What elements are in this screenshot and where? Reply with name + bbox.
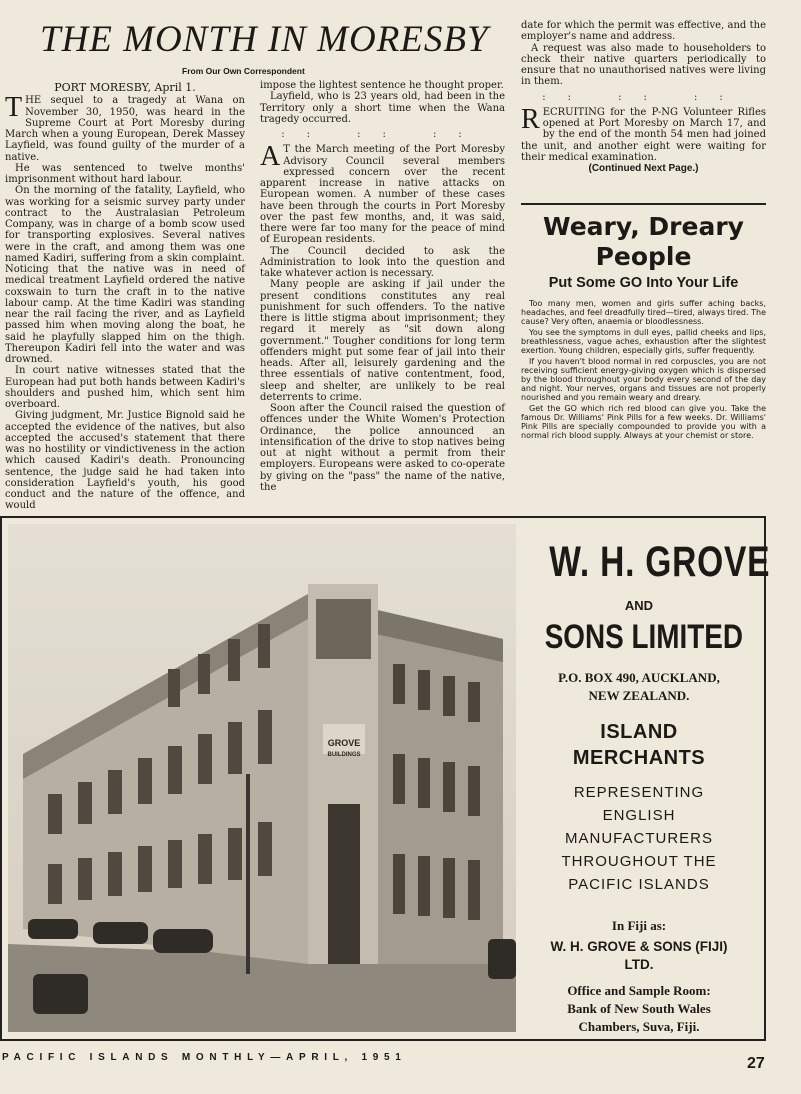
- column-rule: [521, 203, 766, 205]
- article-paragraph: Many people are asking if jail under the present conditions constitutes any real punishment for such offenders. To the native there is little stigma about imprisonment; they regard it merely as "sit down along government." Tougher conditions for long term offenders might put some fear of jail into their heads. After all, leisurely gardening and the three essentials of native contentment, food, sleep and shelter, are unlikely to be real deterrents to crime.: [260, 279, 505, 403]
- company-and: AND: [624, 598, 654, 613]
- address-line-2: NEW ZEALAND.: [588, 688, 690, 703]
- company-sons: SONS LIMITED: [544, 618, 743, 656]
- fiji-company: [524, 938, 754, 974]
- ad-paragraph: If you haven't blood normal in red corpuscles, you are not receiving sufficient energy-giving oxygen which is dispersed by the blood throughout your body every second of the day and night. Your nerves, organs and tissues are not properly nourished and you remain weary and dreary.: [521, 357, 766, 402]
- article-paragraph: Layfield, who is 23 years old, had been in the Territory only a short time when the Wana tragedy occurred.: [260, 91, 505, 125]
- ad-paragraph: Get the GO which rich red blood can give you. Take the famous Dr. Williams' Pink Pills for a few weeks. Dr. Williams' Pink Pills are specially compounded to provide you with a normal rich blood supply. Always at your chemist or store.: [521, 404, 766, 440]
- office-line-1: Office and Sample Room:: [567, 983, 711, 998]
- merchants-line-2: MERCHANTS: [572, 747, 706, 769]
- article-paragraph: Soon after the Council raised the question of offences under the White Women's Protection Ordinance, the police announced an intensification of the drive to stop natives being out at night without a permit from their employers. Europeans were asked to co-operate by giving on the "pass" the name of the native, the: [260, 403, 505, 493]
- fiji-office: [524, 982, 754, 1036]
- photo-sign: GROVE: [327, 738, 361, 748]
- grove-advertisement: [0, 516, 771, 1041]
- page-number: 27: [747, 1055, 765, 1072]
- ad-paragraph: Too many men, women and girls suffer aching backs, headaches, and feel dreadfully tired—tired, always tired. The cause? Very often, anaemia or bloodlessness.: [521, 299, 766, 326]
- article-column-3: [521, 20, 766, 174]
- section-separator: :: :: ::: [542, 91, 745, 103]
- grove-building-photo: [8, 524, 516, 1032]
- drop-cap: R: [521, 103, 540, 135]
- company-name: W. H. GROVE: [549, 538, 771, 586]
- grove-ad-copy: [524, 528, 771, 1036]
- company-address: [524, 669, 754, 705]
- rep-line: REPRESENTING: [573, 784, 705, 801]
- section-separator: :: :: ::: [281, 129, 484, 140]
- article-paragraph: impose the lightest sentence he thought proper.: [260, 80, 504, 91]
- article-paragraph: He was sentenced to twelve months' imprisonment without hard labour.: [5, 162, 245, 185]
- ad-subheadline: Put Some GO Into Your Life: [548, 275, 739, 291]
- pink-pills-advertisement: [521, 212, 766, 516]
- fiji-label: In Fiji as:: [611, 918, 667, 933]
- article-paragraph: A T the March meeting of the Port Moresby Advisory Council several members expressed concern over the recent apparent increase in native attacks on European women. A number of these cases have been through the courts in Port Moresby over the past few months, and, it was said, there were far too many for the peace of mind of European residents.: [260, 141, 505, 246]
- article-column-1: [5, 82, 245, 512]
- continued-note: (Continued Next Page.): [588, 163, 699, 174]
- article-headline: THE MONTH IN MORESBY: [40, 19, 489, 60]
- article-paragraph: On the morning of the fatality, Layfield, who was working for a seismic survey party under contract to the Australasian Petroleum Company, was in charge of a bomb scow used for transporting explosives. Several natives were in the craft, and among them was one named Kadiri, suffering from a skin complaint. Noticing that the native was in need of medical treatment Layfield ordered the native coxswain to turn the craft in to the native labour camp. At the time Kadiri was standing near the rail facing the river, and as Layfield passed him when moving along the boat, he said he playfully slapped him on the thigh. Thereupon Kadiri fell into the water and was drowned.: [5, 185, 245, 365]
- fiji-company-line-2: LTD.: [624, 957, 654, 972]
- article-column-2: [260, 80, 505, 493]
- article-paragraph: THE sequel to a tragedy at Wana on November 30, 1950, was heard in the Supreme Court at Port Moresby during March when a young European, Derek Massey Layfield, was found guilty of the murder of a native.: [5, 92, 245, 163]
- representing-text: [524, 781, 754, 896]
- ad-body: [521, 299, 766, 440]
- office-line-3: Chambers, Suva, Fiji.: [578, 1019, 700, 1034]
- rep-line: PACIFIC ISLANDS: [568, 876, 710, 893]
- rep-line: ENGLISH: [602, 807, 676, 824]
- address-line-1: P.O. BOX 490, AUCKLAND,: [558, 670, 720, 685]
- rep-line: MANUFACTURERS: [564, 830, 713, 847]
- ad-headline-line-1: Weary, Dreary: [543, 212, 744, 241]
- island-merchants: [524, 719, 754, 771]
- article-dateline: PORT MORESBY, April 1.: [54, 81, 196, 94]
- office-line-2: Bank of New South Wales: [567, 1001, 711, 1016]
- ad-headline-line-2: People: [595, 242, 692, 271]
- fiji-company-line-1: W. H. GROVE & SONS (FIJI): [550, 939, 728, 954]
- article-paragraph: The Council decided to ask the Administration to look into the question and take whatever action is necessary.: [260, 245, 505, 279]
- article-paragraph: In court native witnesses stated that the European had put both hands between Kadiri's shoulders and pushed him, which sent him overboard.: [5, 365, 245, 410]
- ad-paragraph: You see the symptoms in dull eyes, pallid cheeks and lips, breathlessness, vague aches, exhaustion after the slightest exertion. Young children, especially girls, suffer frequently.: [521, 328, 766, 355]
- article-byline: From Our Own Correspondent: [182, 66, 305, 76]
- rep-line: THROUGHOUT THE: [561, 853, 717, 870]
- photo-sign-sub: BUILDINGS: [327, 752, 361, 758]
- article-paragraph: RECRUITING for the P-NG Volunteer Rifles opened at Port Moresby on March 17, and by the end of the month 54 men had joined the unit, and another eight were waiting for their medical examination.: [521, 103, 766, 163]
- drop-cap: A: [260, 141, 281, 173]
- article-paragraph: date for which the permit was effective, and the employer's name and address.: [521, 20, 766, 43]
- merchants-line-1: ISLAND: [600, 721, 678, 743]
- article-paragraph: Giving judgment, Mr. Justice Bignold said he accepted the evidence of the natives, but also accepted the accused's statement that there was no hostility or vindictiveness in the action which caused Kadiri's death. Pronouncing sentence, the judge said he had taken into consideration Layfield's youth, his good conduct and the nature of the offence, and would: [5, 410, 245, 512]
- drop-cap: T: [5, 92, 23, 124]
- page-footer: PACIFIC ISLANDS MONTHLY—APRIL, 1951: [2, 1052, 407, 1063]
- article-paragraph: A request was also made to householders to check their native quarters periodically to ensure that no unauthorised natives were living in them.: [521, 42, 766, 88]
